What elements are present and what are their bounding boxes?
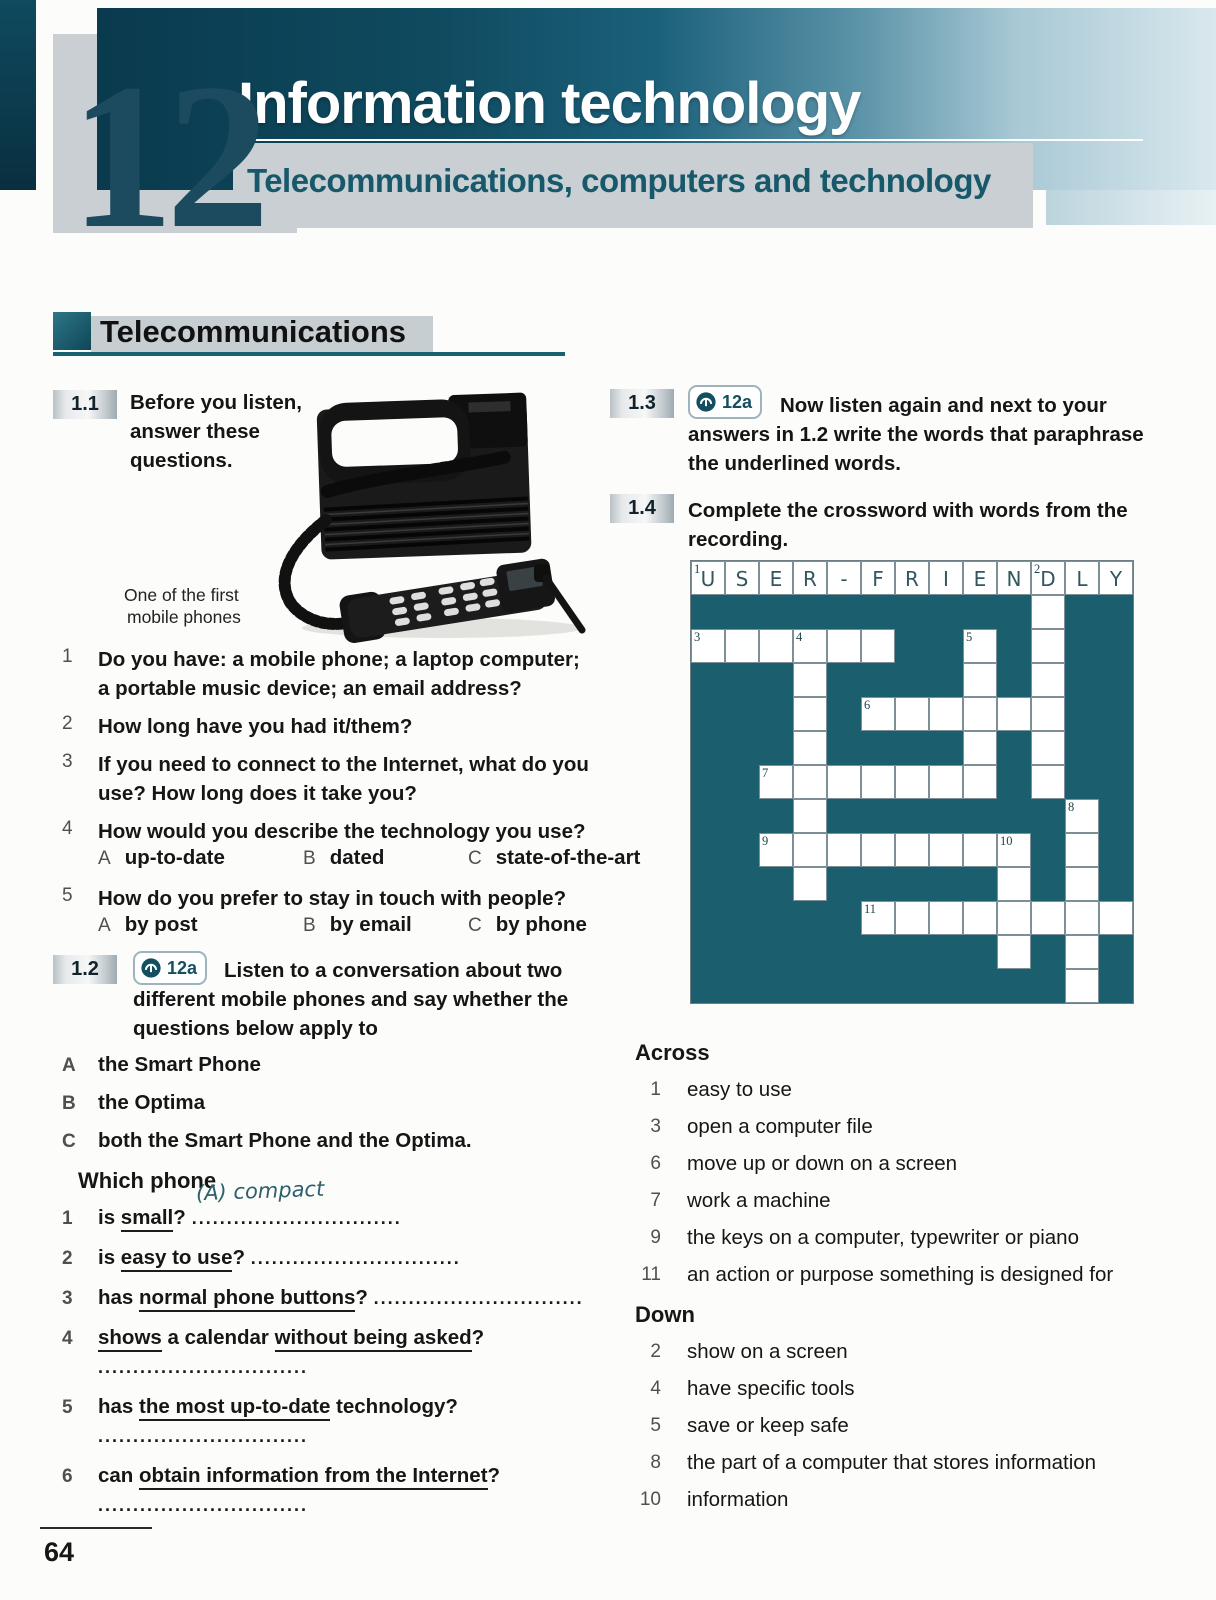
- clue-number: 10: [639, 1489, 661, 1510]
- ex12-line: questions below apply to: [133, 1017, 378, 1040]
- crossword-cell[interactable]: [963, 663, 997, 697]
- crossword-cell[interactable]: [1031, 765, 1065, 799]
- clue-text: work a machine: [687, 1189, 831, 1212]
- option-letter: C: [468, 915, 482, 936]
- ex12-line: different mobile phones and say whether the: [133, 988, 569, 1011]
- question-text: [98, 884, 637, 942]
- page-number-rule: [40, 1527, 152, 1529]
- option: [303, 846, 384, 870]
- crossword-cell[interactable]: [1099, 561, 1133, 595]
- question-text: [98, 817, 641, 875]
- crossword-cell[interactable]: [1031, 731, 1065, 765]
- crossword-cell[interactable]: [1065, 561, 1099, 595]
- clue-text: easy to use: [687, 1078, 792, 1101]
- crossword-cell[interactable]: [861, 561, 895, 595]
- item-text: ?: [471, 1326, 485, 1349]
- cell-letter: S: [735, 567, 749, 591]
- crossword-cell[interactable]: [895, 697, 929, 731]
- clue-text: an action or purpose something is designed for: [687, 1263, 1114, 1286]
- option: [303, 913, 412, 937]
- crossword-cell[interactable]: [1065, 935, 1099, 969]
- item-text-underlined: without being asked: [275, 1326, 472, 1352]
- crossword-cell[interactable]: [963, 833, 997, 867]
- crossword-cell[interactable]: [963, 561, 997, 595]
- clue-number: 3: [650, 1116, 661, 1137]
- mobile-phone-photo: [262, 388, 592, 643]
- crossword-cell[interactable]: [1031, 697, 1065, 731]
- question-text: [98, 712, 637, 741]
- item-text: a calendar: [161, 1326, 275, 1349]
- crossword-grid: [691, 561, 1133, 1003]
- crossword-cell[interactable]: [1065, 901, 1099, 935]
- crossword-cell[interactable]: [963, 765, 997, 799]
- cell-letter: E: [769, 567, 783, 591]
- cell-number: 8: [1068, 800, 1075, 814]
- cell-number: 11: [864, 902, 877, 916]
- crossword-cell[interactable]: [759, 629, 793, 663]
- question-line: Do you have: a mobile phone; a laptop computer;: [98, 648, 580, 671]
- across-clue: [615, 1224, 1200, 1252]
- audio-icon: [695, 391, 717, 413]
- question-number: 1: [62, 646, 73, 667]
- unit-number: 12: [70, 41, 262, 271]
- choice-text: the Smart Phone: [98, 1053, 261, 1076]
- ex13-line: the underlined words.: [688, 452, 901, 475]
- answer-dots[interactable]: ..............................: [98, 1426, 309, 1446]
- title-underline: [238, 139, 1143, 141]
- option-text: up-to-date: [124, 846, 225, 869]
- across-clue: [615, 1187, 1200, 1215]
- item-text-underlined: small: [121, 1206, 173, 1232]
- question-item: [62, 712, 637, 741]
- audio-track-badge: [688, 385, 762, 419]
- crossword-cell[interactable]: [997, 833, 1031, 867]
- item-text: is: [98, 1246, 121, 1269]
- options-row: [98, 846, 641, 875]
- ex11-question-list: [62, 645, 641, 951]
- crossword-cell[interactable]: [1031, 561, 1065, 595]
- crossword-cell[interactable]: [1065, 867, 1099, 901]
- ex12-choice-list: [62, 1050, 622, 1164]
- choice-letter: A: [62, 1055, 76, 1076]
- ex12-line: Listen to a conversation about two: [224, 959, 563, 982]
- ex11-intro-line: Before you listen,: [130, 391, 303, 414]
- answer-dots[interactable]: ..............................: [191, 1208, 402, 1228]
- section-accent-square: [53, 312, 91, 350]
- crossword-cell[interactable]: [1031, 901, 1065, 935]
- answer-slot[interactable]: [191, 1176, 402, 1233]
- cell-number: 9: [762, 834, 769, 848]
- down-clue-list: [615, 1338, 1200, 1523]
- cell-number: 5: [966, 630, 973, 644]
- crossword-cell[interactable]: [895, 765, 929, 799]
- cell-letter: F: [872, 567, 884, 591]
- cell-letter: E: [973, 567, 987, 591]
- which-phone-item: [62, 1392, 637, 1451]
- photo-caption-line: One of the first: [124, 585, 239, 605]
- clue-text: open a computer file: [687, 1115, 873, 1138]
- across-clue: [615, 1113, 1200, 1141]
- crossword-cell[interactable]: [793, 697, 827, 731]
- crossword-cell[interactable]: [997, 561, 1031, 595]
- crossword-cell[interactable]: [691, 629, 725, 663]
- audio-track-label: 12a: [167, 957, 198, 978]
- clue-text: information: [687, 1488, 789, 1511]
- answer-dots-row: [98, 1352, 637, 1382]
- which-phone-item: [62, 1461, 637, 1520]
- item-text-underlined: easy to use: [121, 1246, 233, 1272]
- crossword-cell[interactable]: [861, 833, 895, 867]
- clue-text: save or keep safe: [687, 1414, 849, 1437]
- which-phone-item: [62, 1283, 637, 1313]
- cell-number: 2: [1034, 562, 1041, 576]
- crossword-cell[interactable]: [929, 833, 963, 867]
- choice-letter: B: [62, 1093, 76, 1114]
- crossword-cell[interactable]: [1065, 799, 1099, 833]
- cell-letter: -: [840, 567, 848, 591]
- audio-track-badge: [133, 951, 207, 985]
- cell-letter: U: [700, 567, 716, 591]
- clue-text: move up or down on a screen: [687, 1152, 958, 1175]
- crossword-cell[interactable]: [997, 697, 1031, 731]
- answer-dots-row: [98, 1421, 637, 1451]
- choice-item: [62, 1088, 622, 1117]
- question-text: [98, 645, 637, 703]
- crossword-cell[interactable]: [759, 833, 793, 867]
- which-phone-item: [62, 1323, 637, 1382]
- item-text-underlined: the most up-to-date: [139, 1395, 330, 1421]
- exercise-1-1-badge: 1.1: [53, 390, 117, 419]
- cell-letter: R: [905, 567, 919, 591]
- option: [98, 846, 225, 870]
- crossword-cell[interactable]: [895, 901, 929, 935]
- option-text: dated: [329, 846, 385, 869]
- crossword-cell[interactable]: [827, 561, 861, 595]
- item-text-underlined: shows: [98, 1326, 162, 1352]
- item-number: 2: [62, 1248, 73, 1269]
- clue-text: the keys on a computer, typewriter or piano: [687, 1226, 1079, 1249]
- which-phone-item: [62, 1243, 637, 1273]
- crossword-cell[interactable]: [997, 901, 1031, 935]
- option-letter: A: [98, 915, 111, 936]
- question-number: 2: [62, 713, 73, 734]
- option: [98, 913, 198, 937]
- answer-dots[interactable]: ..............................: [250, 1248, 461, 1268]
- cell-letter: Y: [1109, 567, 1123, 591]
- option-letter: B: [303, 848, 316, 869]
- item-number: 3: [62, 1288, 73, 1309]
- question-item: [62, 750, 637, 808]
- across-clue: [615, 1076, 1200, 1104]
- item-text: ?: [173, 1206, 186, 1229]
- crossword-cell[interactable]: [827, 629, 861, 663]
- cell-letter: I: [943, 567, 949, 591]
- exercise-1-4-badge: 1.4: [610, 494, 674, 523]
- crossword-cell[interactable]: [895, 561, 929, 595]
- item-text: has: [98, 1395, 140, 1418]
- audio-icon: [140, 957, 162, 979]
- choice-letter: C: [62, 1131, 76, 1152]
- crossword-cell[interactable]: [793, 629, 827, 663]
- item-text: is: [98, 1206, 121, 1229]
- crossword-cell[interactable]: [929, 561, 963, 595]
- item-number: 5: [62, 1397, 73, 1418]
- question-line: If you need to connect to the Internet, what do you: [98, 753, 589, 776]
- answer-dots-row: [98, 1490, 637, 1520]
- exercise-1-3-badge: 1.3: [610, 389, 674, 418]
- item-text-underlined: obtain information from the Internet: [139, 1464, 488, 1490]
- crossword-cell[interactable]: [929, 765, 963, 799]
- page-number: 64: [44, 1537, 75, 1567]
- crossword-cell[interactable]: [929, 697, 963, 731]
- ex14-line: recording.: [688, 528, 789, 551]
- photo-caption-line: mobile phones: [127, 607, 241, 627]
- question-number: 4: [62, 818, 73, 839]
- down-clue: [615, 1449, 1200, 1477]
- option: [468, 913, 587, 937]
- choice-text: the Optima: [98, 1091, 206, 1114]
- question-item: [62, 645, 637, 703]
- cell-number: 10: [1000, 834, 1013, 848]
- exercise-1-2-badge: 1.2: [53, 955, 117, 984]
- item-number: 4: [62, 1328, 73, 1349]
- question-item: [62, 817, 641, 875]
- question-item: [62, 884, 637, 942]
- ex13-line: answers in 1.2 write the words that paraphrase: [688, 423, 1144, 446]
- item-text: ?: [355, 1286, 374, 1309]
- section-rule: [53, 352, 565, 356]
- clue-number: 1: [650, 1079, 661, 1100]
- crossword-cell[interactable]: [1031, 663, 1065, 697]
- cell-letter: R: [803, 567, 817, 591]
- crossword-cell[interactable]: [861, 629, 895, 663]
- question-line: How do you prefer to stay in touch with people?: [98, 887, 567, 910]
- across-heading: Across: [635, 1040, 710, 1065]
- across-clue: [615, 1150, 1200, 1178]
- cell-letter: D: [1040, 567, 1056, 591]
- crossword-cell[interactable]: [1031, 595, 1065, 629]
- across-clue-list: [615, 1076, 1200, 1298]
- item-text: can: [98, 1464, 140, 1487]
- down-clue: [615, 1412, 1200, 1440]
- clue-number: 11: [641, 1264, 661, 1285]
- crossword-cell[interactable]: [963, 901, 997, 935]
- unit-subtitle: Telecommunications, computers and technology: [247, 162, 991, 199]
- option: [468, 846, 640, 870]
- cell-number: 1: [694, 562, 701, 576]
- down-clue: [615, 1486, 1200, 1514]
- clue-number: 4: [650, 1378, 661, 1399]
- crossword-cell[interactable]: [963, 731, 997, 765]
- cell-letter: N: [1006, 567, 1022, 591]
- crossword-cell[interactable]: [963, 629, 997, 663]
- choice-item: [62, 1050, 622, 1079]
- crossword-cell[interactable]: [759, 765, 793, 799]
- crossword-cell[interactable]: [1065, 833, 1099, 867]
- crossword-cell[interactable]: [1065, 969, 1099, 1003]
- left-accent-stripe: [0, 0, 36, 190]
- crossword-cell[interactable]: [827, 833, 861, 867]
- clue-number: 6: [650, 1153, 661, 1174]
- crossword-cell[interactable]: [725, 629, 759, 663]
- crossword-cell[interactable]: [827, 765, 861, 799]
- question-number: 5: [62, 885, 73, 906]
- question-line: a portable music device; an email address?: [98, 677, 522, 700]
- item-text: has: [98, 1286, 140, 1309]
- option-text: by email: [329, 913, 412, 936]
- clue-number: 8: [650, 1452, 661, 1473]
- crossword-cell[interactable]: [793, 799, 827, 833]
- crossword-cell[interactable]: [793, 867, 827, 901]
- clue-number: 2: [650, 1341, 661, 1362]
- crossword-cell[interactable]: [861, 901, 895, 935]
- crossword-cell[interactable]: [963, 697, 997, 731]
- item-number: 6: [62, 1466, 73, 1487]
- item-text: technology?: [330, 1395, 458, 1418]
- options-row: [98, 913, 637, 942]
- choice-text: both the Smart Phone and the Optima.: [98, 1129, 472, 1152]
- clue-text: the part of a computer that stores information: [687, 1451, 1097, 1474]
- cell-number: 6: [864, 698, 871, 712]
- crossword-cell[interactable]: [793, 731, 827, 765]
- item-number: 1: [62, 1208, 73, 1229]
- clue-number: 9: [650, 1227, 661, 1248]
- crossword-cell[interactable]: [997, 935, 1031, 969]
- answer-dots[interactable]: ..............................: [98, 1495, 309, 1515]
- item-text: ?: [232, 1246, 251, 1269]
- cell-number: 3: [694, 630, 701, 644]
- clue-number: 7: [650, 1190, 661, 1211]
- choice-item: [62, 1126, 622, 1155]
- answer-dots[interactable]: ..............................: [373, 1288, 584, 1308]
- option-text: by post: [124, 913, 198, 936]
- handwritten-answer: (A) compact: [195, 1176, 325, 1206]
- crossword-cell[interactable]: [793, 663, 827, 697]
- question-line: How would you describe the technology you use?: [98, 820, 586, 843]
- crossword-cell[interactable]: [861, 765, 895, 799]
- cell-number: 7: [762, 766, 769, 780]
- crossword-cell[interactable]: [793, 833, 827, 867]
- crossword-cell[interactable]: [1099, 901, 1133, 935]
- which-phone-heading: Which phone: [78, 1168, 217, 1193]
- clue-text: have specific tools: [687, 1377, 855, 1400]
- audio-track-label: 12a: [722, 391, 753, 412]
- section-heading: Telecommunications: [100, 314, 407, 349]
- question-text: [98, 750, 637, 808]
- clue-number: 5: [650, 1415, 661, 1436]
- crossword-cell[interactable]: [691, 561, 725, 595]
- crossword-cell[interactable]: [725, 561, 759, 595]
- question-line: use? How long does it take you?: [98, 782, 417, 805]
- ex14-line: Complete the crossword with words from the: [688, 499, 1128, 522]
- ex11-intro-line: answer these: [130, 420, 260, 443]
- item-text-underlined: normal phone buttons: [139, 1286, 355, 1312]
- cell-number: 4: [796, 630, 803, 644]
- option-letter: C: [468, 848, 482, 869]
- crossword-cell[interactable]: [895, 833, 929, 867]
- item-text: ?: [487, 1464, 501, 1487]
- crossword-cell[interactable]: [929, 901, 963, 935]
- down-clue: [615, 1375, 1200, 1403]
- option-text: state-of-the-art: [495, 846, 641, 869]
- option-letter: A: [98, 848, 111, 869]
- question-line: How long have you had it/them?: [98, 715, 413, 738]
- crossword-cell[interactable]: [793, 561, 827, 595]
- crossword-cell[interactable]: [759, 561, 793, 595]
- ex11-intro-line: questions.: [130, 449, 233, 472]
- crossword-cell[interactable]: [793, 765, 827, 799]
- question-number: 3: [62, 751, 73, 772]
- option-letter: B: [303, 915, 316, 936]
- clue-text: show on a screen: [687, 1340, 848, 1363]
- down-heading: Down: [635, 1302, 695, 1327]
- crossword-cell[interactable]: [1031, 629, 1065, 663]
- down-clue: [615, 1338, 1200, 1366]
- unit-title: Information technology: [238, 71, 861, 136]
- ex13-line: Now listen again and next to your: [780, 394, 1107, 417]
- across-clue: [615, 1261, 1200, 1289]
- crossword-cell[interactable]: [997, 867, 1031, 901]
- crossword-cell[interactable]: [861, 697, 895, 731]
- option-text: by phone: [495, 913, 587, 936]
- cell-letter: L: [1076, 567, 1088, 591]
- answer-dots[interactable]: ..............................: [98, 1357, 309, 1377]
